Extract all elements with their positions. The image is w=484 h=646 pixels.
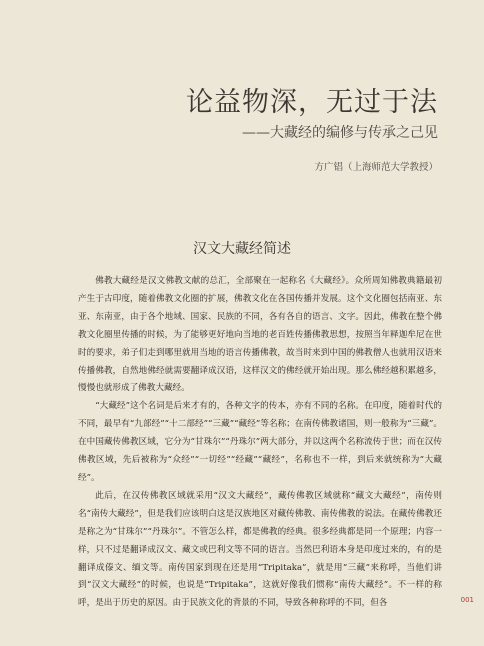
article-title: 论益物深，无过于法 — [186, 87, 438, 118]
article-subtitle: ——大藏经的编修与传承之己见 — [242, 125, 438, 141]
author-line: 方广锠（上海师范大学教授） — [314, 162, 438, 173]
paragraph: 佛教大藏经是汉文佛教文献的总汇，全部聚在一起称名《大藏经》。众所周知佛教典籍最初产生于古印度，随着佛教文化圈的扩展，佛教文化在各国传播并发展。这个文化圈包括南亚、东亚、东南亚，由于各个地域、国家、民族的不同，各有各自的语言、文字。因此，佛教在整个佛教文化圈里传播的时候，为了能够更好地向当地的老百姓传播佛教思想，按照当年释迦牟尼在世时的要求，弟子们走到哪里就用当地的语言传播佛教，故当时来到中国的佛教僧人也就用汉语来传播佛教，自然地佛经就需要翻译成汉语，这样汉文的佛经就开始出现。那么佛经越积累越多，慢慢也就形成了佛教大藏经。 — [78, 276, 442, 394]
page-number: 001 — [460, 596, 474, 604]
article-body — [78, 273, 442, 613]
paragraph: “大藏经”这个名词是后来才有的，各种文字的传本，亦有不同的名称。在印度，随着时代的不同，最早有“九部经”“十二部经”“三藏”“藏经”等名称；在南传佛教诸国，则一般称为“三藏”。在中国藏传佛教区域，它分为“甘珠尔”“丹珠尔”两大部分，并以这两个名称流传于世；而在汉传佛教区域，先后被称为“众经”“一切经”“经藏”“藏经”，名称也不一样，到后来就统称为“大藏经”。 — [78, 401, 442, 483]
section-heading: 汉文大藏经简述 — [193, 241, 291, 257]
paragraph: 此后，在汉传佛教区域就采用“汉文大藏经”，藏传佛教区域就称“藏文大藏经”，南传则名“南传大藏经”，但是我们应该明白这是汉族地区对藏传佛教、南传佛教的说法。在藏传佛教还是称之为“甘珠尔”“丹珠尔”。不管怎么样，都是佛教的经典。很多经典都是同一个原理；内容一样，只不过是翻译成汉文、藏文或巴利文等不同的语言。当然巴利语本身是印度过来的，有的是翻译成傣文、缅文等。南传国家到现在还是用“Tripitaka”，就是用“三藏”来称呼，当他们讲到“汉文大藏经”的时候，也说是“Tripitaka”，这就好像我们惯称“南传大藏经”。不一样的称呼，是出于历史的原因。由于民族文化的背景的不同，导致各种称呼的不同，但各 — [78, 490, 442, 609]
